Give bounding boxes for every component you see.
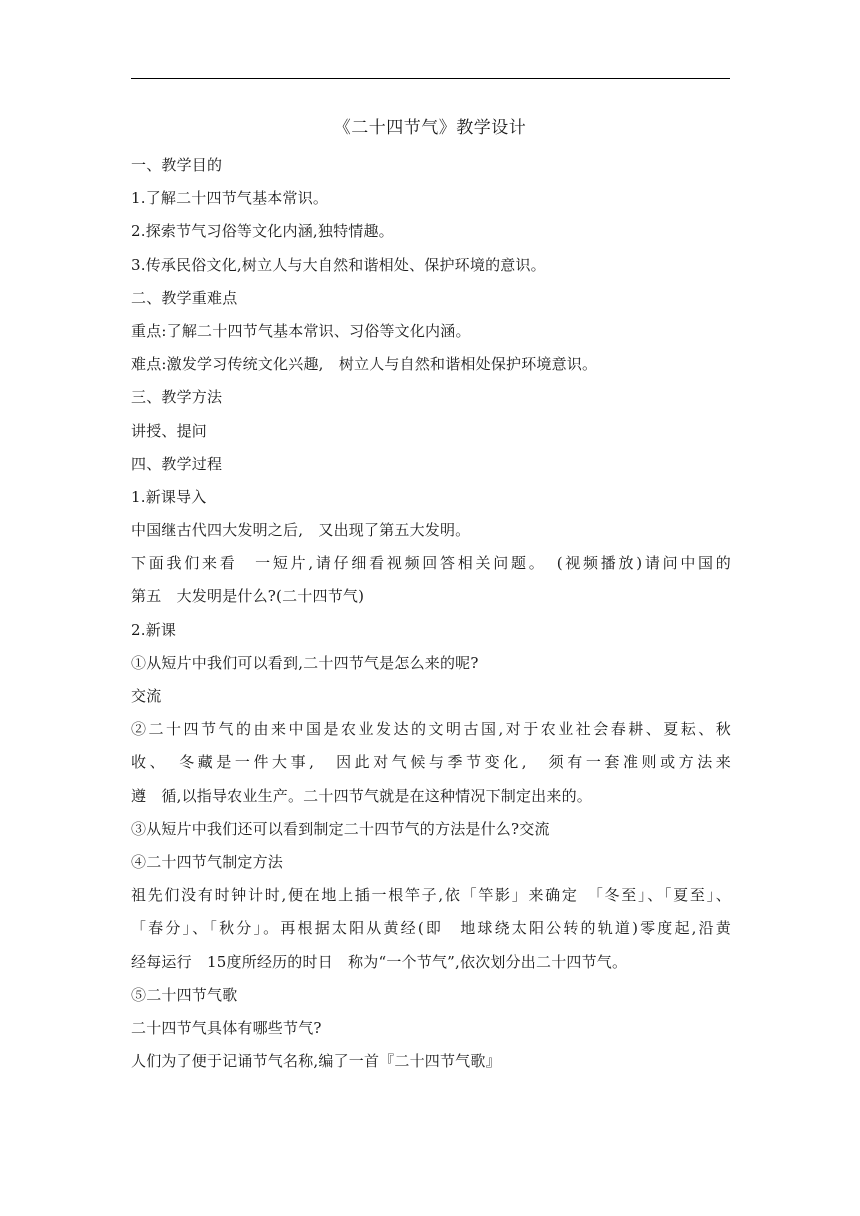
text-line: 下面我们来看 一短片,请仔细看视频回答相关问题。 (视频播放)请问中国的 bbox=[131, 554, 731, 573]
text-line: 难点:激发学习传统文化兴趣, 树立人与自然和谐相处保护环境意识。 bbox=[131, 355, 598, 374]
text-line: ④二十四节气制定方法 bbox=[131, 852, 284, 871]
text-line: ①从短片中我们可以看到,二十四节气是怎么来的呢? bbox=[131, 653, 479, 672]
text-line: 人们为了便于记诵节气名称,编了一首『二十四节气歌』 bbox=[131, 1052, 501, 1071]
text-line: 一、教学目的 bbox=[131, 156, 223, 174]
text-line: 3.传承民俗文化,树立人与大自然和谐相处、保护环境的意识。 bbox=[131, 255, 546, 274]
text-line: 「春分」、「秋分」。再根据太阳从黄经(即 地球绕太阳公转的轨道)零度起,沿黄 bbox=[131, 919, 731, 938]
text-line: 经每运行 15度所经历的时日 称为“一个节气”,依次划分出二十四节气。 bbox=[131, 952, 628, 971]
text-line: 第五 大发明是什么?(二十四节气) bbox=[131, 587, 365, 606]
text-line: 收、 冬藏是一件大事, 因此对气候与季节变化, 须有一套准则或方法来 bbox=[131, 753, 731, 772]
document-body bbox=[131, 153, 731, 1082]
text-line: 三、教学方法 bbox=[131, 388, 223, 407]
text-line: 中国继古代四大发明之后, 又出现了第五大发明。 bbox=[131, 521, 471, 540]
text-line: 2.探索节气习俗等文化内涵,独特情趣。 bbox=[131, 222, 394, 241]
text-line: 1.新课导入 bbox=[131, 487, 207, 506]
text-line: 二、教学重难点 bbox=[131, 288, 238, 307]
header-rule bbox=[131, 78, 730, 79]
text-line: 交流 bbox=[131, 687, 162, 705]
text-line: 二十四节气具体有哪些节气? bbox=[131, 1018, 322, 1037]
text-line: ③从短片中我们还可以看到制定二十四节气的方法是什么?交流 bbox=[131, 819, 550, 838]
text-line: 2.新课 bbox=[131, 620, 177, 639]
text-line: 四、教学过程 bbox=[131, 454, 223, 473]
text-line: 祖先们没有时钟计时,便在地上插一根竿子,依「竿影」来确定 「冬至」、「夏至」、 bbox=[131, 886, 731, 905]
document-title: 《二十四节气》教学设计 bbox=[333, 118, 527, 138]
text-line: 1.了解二十四节气基本常识。 bbox=[131, 189, 329, 208]
text-line: 讲授、提问 bbox=[131, 421, 208, 440]
text-line: ②二十四节气的由来中国是农业发达的文明古国,对于农业社会春耕、夏耘、秋 bbox=[131, 720, 731, 739]
text-line: 重点:了解二十四节气基本常识、习俗等文化内涵。 bbox=[131, 321, 471, 340]
text-line: 遵 循,以指导农业生产。二十四节气就是在这种情况下制定出来的。 bbox=[131, 786, 592, 805]
text-line: ⑤二十四节气歌 bbox=[131, 985, 238, 1004]
